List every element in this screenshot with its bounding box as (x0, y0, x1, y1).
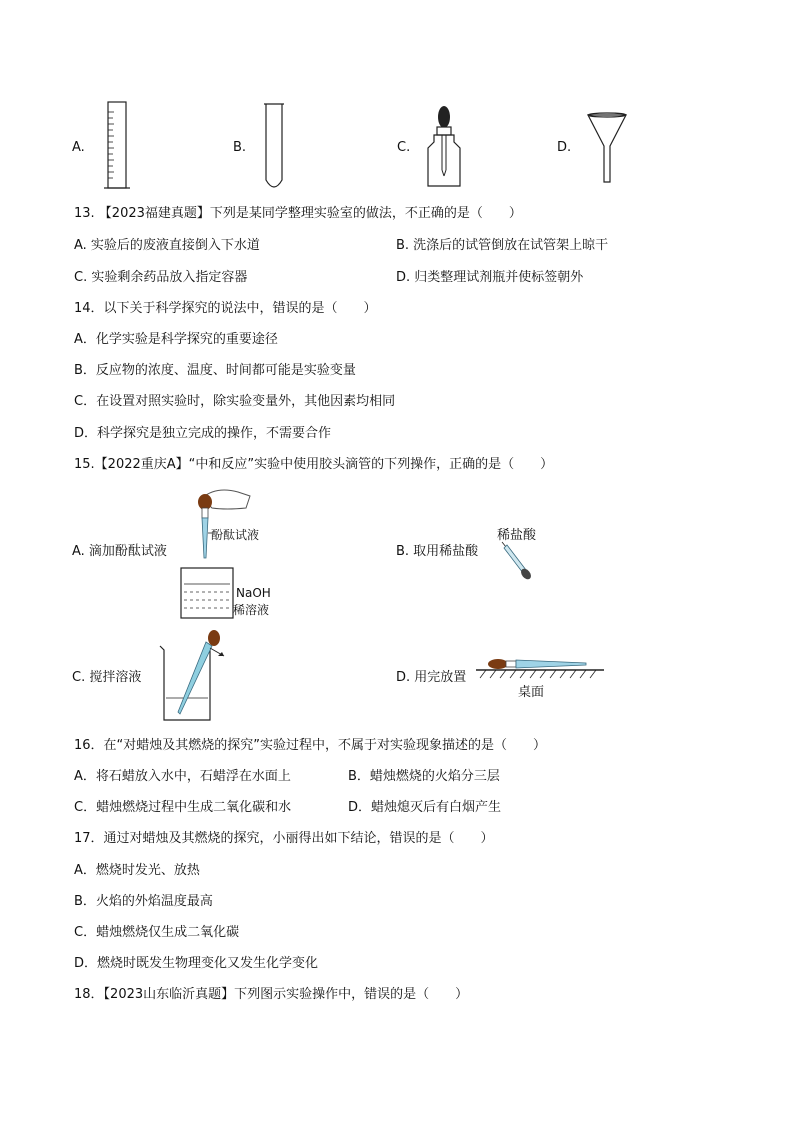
q16-stem: 16．在“对蜡烛及其燃烧的探究”实验过程中，不属于对实验现象描述的是（ ） (74, 738, 547, 753)
q13-option-a: A. 实验后的废液直接倒入下水道 (74, 238, 260, 253)
dropper-on-table-illustration (476, 654, 606, 680)
q17-option-d: D．燃烧时既发生物理变化又发生化学变化 (74, 956, 319, 971)
label-table: 桌面 (518, 685, 545, 700)
q17-option-a: A．燃烧时发光、放热 (74, 863, 200, 878)
q17-stem: 17．通过对蜡烛及其燃烧的探究，小丽得出如下结论，错误的是（ ） (74, 831, 494, 846)
label-naoh: NaOH (236, 586, 271, 600)
q15-stem: 15.【2022重庆A】“中和反应”实验中使用胶头滴管的下列操作，正确的是（ ） (74, 457, 554, 472)
dropper-bottle-icon (424, 104, 464, 188)
q15-option-c: C. 搅拌溶液 (72, 670, 142, 685)
q14-stem: 14．以下关于科学探究的说法中，错误的是（ ） (74, 301, 377, 316)
q12-option-b-label: B. (233, 140, 247, 155)
q14-option-a: A．化学实验是科学探究的重要途径 (74, 332, 278, 347)
q13-option-d: D. 归类整理试剂瓶并使标签朝外 (396, 270, 584, 285)
dropper-over-beaker-illustration (176, 486, 286, 626)
q18-stem: 18．【2023山东临沂真题】下列图示实验操作中，错误的是（ ） (74, 987, 469, 1002)
q13-stem: 13. 【2023福建真题】下列是某同学整理实验室的做法，不正确的是（ ） (74, 206, 522, 221)
q16-option-d: D．蜡烛熄灭后有白烟产生 (348, 800, 502, 815)
funnel-icon (586, 112, 628, 186)
q14-option-d: D．科学探究是独立完成的操作，不需要合作 (74, 426, 332, 441)
label-dilute-solution: 稀溶液 (233, 603, 270, 617)
q13-option-b: B. 洗涤后的试管倒放在试管架上晾干 (396, 238, 609, 253)
stirring-with-dropper-illustration (158, 628, 234, 724)
test-tube-icon (262, 102, 286, 192)
q14-option-c: C．在设置对照实验时，除实验变量外，其他因素均相同 (74, 394, 396, 409)
q17-option-b: B．火焰的外焰温度最高 (74, 894, 213, 909)
q16-option-b: B．蜡烛燃烧的火焰分三层 (348, 769, 500, 784)
tilted-dropper-illustration (490, 540, 540, 584)
q12-option-c-label: C. (397, 140, 411, 155)
q17-option-c: C．蜡烛燃烧仅生成二氧化碳 (74, 925, 240, 940)
q12-option-d-label: D. (557, 140, 572, 155)
label-phenolphthalein: 酚酞试液 (211, 528, 260, 542)
q15-option-a: A. 滴加酚酞试液 (72, 544, 167, 559)
q14-option-b: B．反应物的浓度、温度、时间都可能是实验变量 (74, 363, 356, 378)
graduated-cylinder-icon (104, 100, 136, 192)
q15-option-d: D. 用完放置 (396, 670, 467, 685)
q15-option-b: B. 取用稀盐酸 (396, 544, 479, 559)
q13-option-c: C. 实验剩余药品放入指定容器 (74, 270, 248, 285)
q16-option-c: C．蜡烛燃烧过程中生成二氧化碳和水 (74, 800, 292, 815)
label-dilute-hcl: 稀盐酸 (497, 528, 537, 543)
q16-option-a: A．将石蜡放入水中，石蜡浮在水面上 (74, 769, 291, 784)
q12-option-a-label: A. (72, 140, 85, 155)
